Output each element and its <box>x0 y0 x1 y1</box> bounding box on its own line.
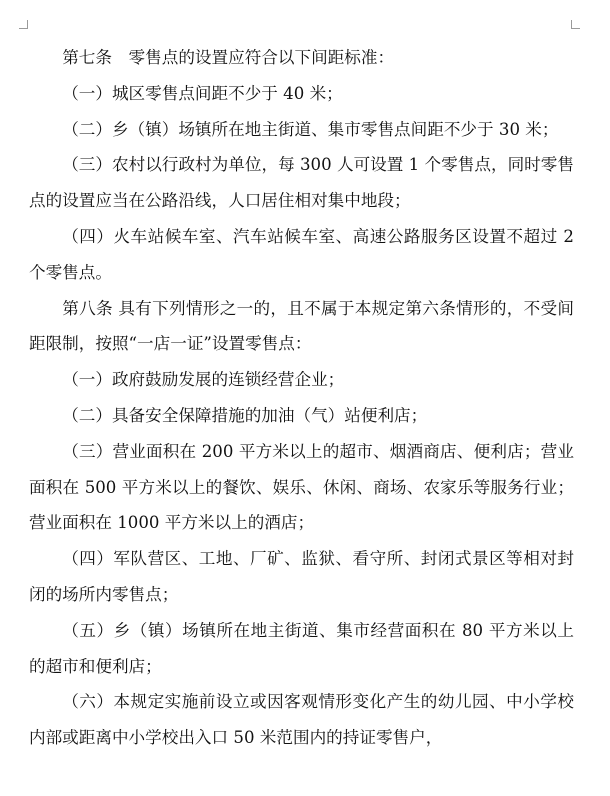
paragraph-7-item-3: （三）农村以行政村为单位，每 300 人可设置 1 个零售点，同时零售点的设置应当在公路沿线，人口居住相对集中地段； <box>29 155 574 211</box>
paragraph-8-item-1: （一）政府鼓励发展的连锁经营企业； <box>62 370 345 390</box>
paragraph-7-item-2: （二）乡（镇）场镇所在地主街道、集市零售点间距不少于 30 米； <box>62 119 559 139</box>
page-corner-mark-top-left <box>19 20 28 29</box>
paragraph-article-7: 第七条 零售点的设置应符合以下间距标准： <box>62 48 395 67</box>
paragraph-8-item-6: （六）本规定实施前设立或因客观情形变化产生的幼儿园、中小学校内部或距离中小学校出入口 50 米范围内的持证零售户， <box>29 692 574 748</box>
paragraph-article-8: 第八条 具有下列情形之一的，且不属于本规定第六条情形的，不受间距限制，按照“一店一证”设置零售点： <box>29 298 574 354</box>
paragraph-8-item-2: （二）具备安全保障措施的加油（气）站便利店； <box>62 405 428 425</box>
paragraph-8-item-3: （三）营业面积在 200 平方米以上的超市、烟酒商店、便利店；营业面积在 500 平方米以上的餐饮、娱乐、休闲、商场、农家乐等服务行业；营业面积在 1000 平方米以上的酒店； <box>29 441 574 533</box>
document-body <box>29 40 574 756</box>
paragraph-8-item-4: （四）军队营区、工地、厂矿、监狱、看守所、封闭式景区等相对封闭的场所内零售点； <box>29 549 574 604</box>
paragraph-8-item-5: （五）乡（镇）场镇所在地主街道、集市经营面积在 80 平方米以上的超市和便利店； <box>29 620 574 676</box>
paragraph-7-item-1: （一）城区零售点间距不少于 40 米； <box>62 83 343 103</box>
page-corner-mark-top-right <box>571 20 580 29</box>
paragraph-7-item-4: （四）火车站候车室、汽车站候车室、高速公路服务区设置不超过 2 个零售点。 <box>29 226 574 282</box>
